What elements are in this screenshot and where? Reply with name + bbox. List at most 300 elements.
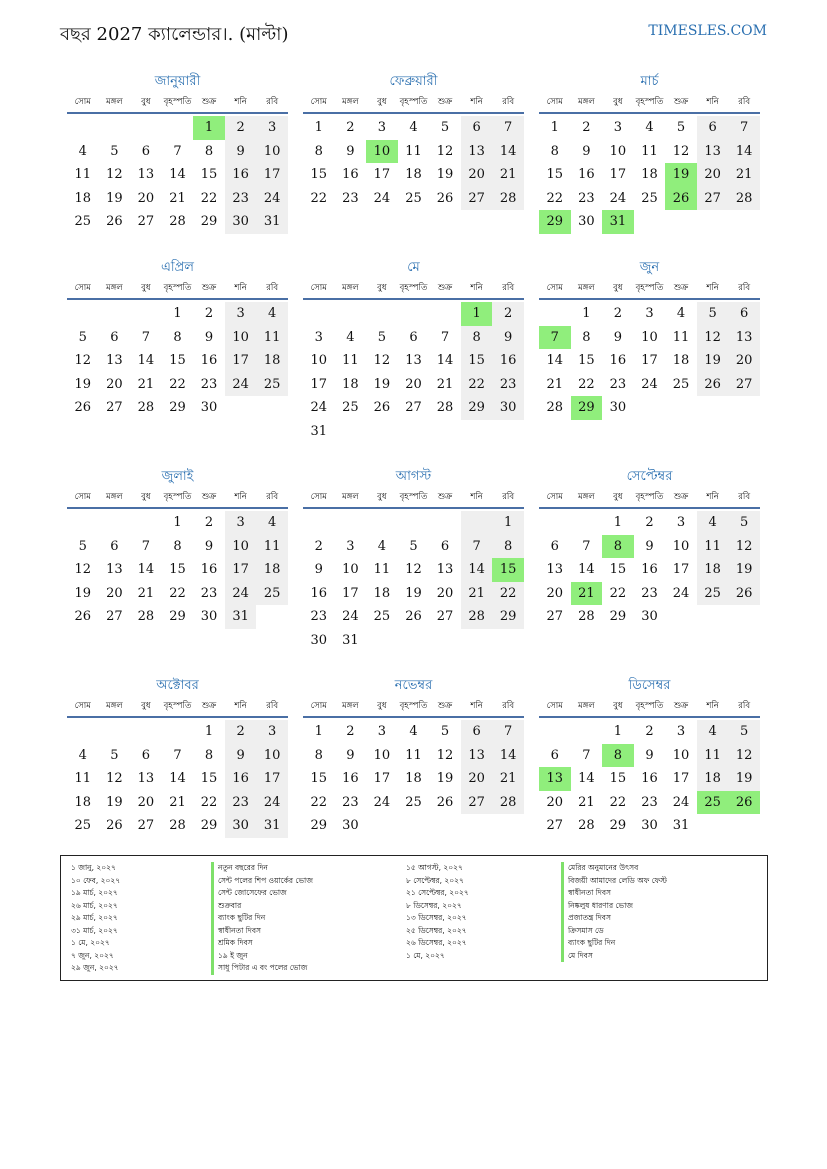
day-cell[interactable]: 26 [74, 609, 92, 625]
day-cell[interactable]: 22 [200, 794, 218, 810]
day-cell[interactable]: 24 [225, 373, 257, 397]
holiday-cell[interactable]: 29 [571, 396, 603, 420]
day-cell[interactable]: 6 [440, 538, 450, 554]
day-cell[interactable]: 13 [106, 562, 123, 578]
day-cell[interactable]: 5 [440, 120, 450, 135]
day-cell[interactable]: 3 [377, 120, 387, 135]
day-cell[interactable]: 15 [609, 771, 627, 787]
day-cell[interactable]: 23 [342, 794, 359, 810]
day-cell[interactable]: 26 [436, 190, 454, 206]
day-cell[interactable]: 14 [728, 140, 760, 164]
day-cell[interactable]: 26 [74, 400, 92, 416]
day-cell[interactable]: 10 [225, 535, 257, 559]
day-cell[interactable]: 24 [256, 187, 288, 211]
day-cell[interactable]: 4 [697, 511, 729, 535]
day-cell[interactable]: 14 [578, 771, 595, 787]
day-cell[interactable]: 7 [582, 747, 591, 763]
day-cell[interactable]: 20 [106, 585, 123, 601]
day-cell[interactable]: 11 [74, 771, 92, 787]
day-cell[interactable]: 16 [200, 353, 218, 369]
day-cell[interactable]: 29 [200, 818, 218, 834]
day-cell[interactable]: 3 [225, 302, 257, 326]
day-cell[interactable]: 14 [546, 353, 564, 369]
day-cell[interactable]: 16 [200, 562, 218, 578]
day-cell[interactable]: 11 [672, 329, 690, 345]
day-cell[interactable]: 19 [436, 167, 454, 183]
day-cell[interactable]: 22 [492, 582, 524, 606]
day-cell[interactable]: 25 [256, 373, 288, 397]
day-cell[interactable]: 2 [225, 116, 257, 140]
day-cell[interactable]: 10 [609, 143, 627, 159]
day-cell[interactable]: 13 [436, 562, 454, 578]
site-link[interactable]: TIMESLES.COM [648, 23, 767, 39]
day-cell[interactable]: 12 [436, 747, 454, 763]
day-cell[interactable]: 29 [609, 609, 627, 625]
day-cell[interactable]: 19 [697, 349, 729, 373]
day-cell[interactable]: 1 [613, 515, 623, 530]
day-cell[interactable]: 30 [641, 609, 658, 625]
day-cell[interactable]: 21 [137, 376, 155, 392]
day-cell[interactable]: 18 [373, 585, 391, 601]
day-cell[interactable]: 5 [728, 720, 760, 744]
day-cell[interactable]: 17 [342, 585, 359, 601]
day-cell[interactable]: 31 [310, 423, 328, 439]
day-cell[interactable]: 7 [492, 116, 524, 140]
day-cell[interactable]: 5 [110, 143, 119, 159]
day-cell[interactable]: 21 [546, 376, 564, 392]
holiday-cell[interactable]: 19 [665, 163, 697, 187]
day-cell[interactable]: 14 [137, 353, 155, 369]
day-cell[interactable]: 27 [137, 818, 155, 834]
day-cell[interactable]: 3 [346, 538, 355, 554]
day-cell[interactable]: 28 [461, 605, 493, 629]
day-cell[interactable]: 29 [169, 400, 186, 416]
day-cell[interactable]: 8 [173, 538, 182, 554]
day-cell[interactable]: 4 [256, 302, 288, 326]
day-cell[interactable]: 22 [578, 376, 595, 392]
holiday-cell[interactable]: 1 [193, 116, 225, 140]
day-cell[interactable]: 9 [346, 747, 355, 763]
day-cell[interactable]: 27 [106, 400, 123, 416]
day-cell[interactable]: 22 [609, 794, 627, 810]
day-cell[interactable]: 28 [492, 187, 524, 211]
day-cell[interactable]: 7 [461, 535, 493, 559]
day-cell[interactable]: 17 [225, 558, 257, 582]
day-cell[interactable]: 26 [405, 609, 422, 625]
holiday-cell[interactable]: 25 [697, 791, 729, 815]
day-cell[interactable]: 17 [256, 163, 288, 187]
day-cell[interactable]: 15 [609, 562, 627, 578]
day-cell[interactable]: 6 [141, 143, 151, 159]
day-cell[interactable]: 10 [225, 326, 257, 350]
day-cell[interactable]: 10 [672, 747, 690, 763]
day-cell[interactable]: 22 [200, 190, 218, 206]
day-cell[interactable]: 12 [728, 535, 760, 559]
day-cell[interactable]: 1 [550, 120, 559, 135]
day-cell[interactable]: 2 [645, 515, 654, 530]
day-cell[interactable]: 17 [225, 349, 257, 373]
day-cell[interactable]: 2 [346, 724, 355, 739]
day-cell[interactable]: 30 [641, 818, 658, 834]
day-cell[interactable]: 12 [74, 353, 92, 369]
day-cell[interactable]: 19 [405, 585, 422, 601]
day-cell[interactable]: 4 [346, 329, 355, 345]
day-cell[interactable]: 20 [405, 376, 422, 392]
day-cell[interactable]: 17 [373, 771, 391, 787]
day-cell[interactable]: 14 [169, 167, 186, 183]
day-cell[interactable]: 21 [492, 767, 524, 791]
day-cell[interactable]: 25 [672, 376, 690, 392]
day-cell[interactable]: 27 [137, 214, 155, 230]
day-cell[interactable]: 20 [137, 794, 155, 810]
day-cell[interactable]: 3 [256, 720, 288, 744]
day-cell[interactable]: 9 [492, 326, 524, 350]
day-cell[interactable]: 14 [436, 353, 454, 369]
holiday-cell[interactable]: 7 [539, 326, 571, 350]
day-cell[interactable]: 22 [609, 585, 627, 601]
day-cell[interactable]: 11 [641, 143, 658, 159]
day-cell[interactable]: 22 [169, 585, 186, 601]
day-cell[interactable]: 8 [204, 143, 214, 159]
day-cell[interactable]: 3 [613, 120, 623, 135]
day-cell[interactable]: 31 [342, 632, 359, 648]
day-cell[interactable]: 18 [74, 190, 92, 206]
day-cell[interactable]: 10 [256, 140, 288, 164]
day-cell[interactable]: 2 [314, 538, 323, 554]
day-cell[interactable]: 2 [582, 120, 591, 135]
day-cell[interactable]: 27 [405, 400, 422, 416]
day-cell[interactable]: 19 [74, 585, 92, 601]
day-cell[interactable]: 13 [137, 167, 155, 183]
day-cell[interactable]: 11 [342, 353, 359, 369]
day-cell[interactable]: 26 [106, 818, 123, 834]
day-cell[interactable]: 24 [609, 190, 627, 206]
day-cell[interactable]: 5 [78, 329, 87, 345]
day-cell[interactable]: 18 [697, 767, 729, 791]
day-cell[interactable]: 14 [492, 744, 524, 768]
day-cell[interactable]: 31 [225, 605, 257, 629]
day-cell[interactable]: 28 [728, 187, 760, 211]
day-cell[interactable]: 23 [609, 376, 627, 392]
day-cell[interactable]: 23 [578, 190, 595, 206]
day-cell[interactable]: 15 [310, 771, 328, 787]
day-cell[interactable]: 27 [546, 609, 564, 625]
day-cell[interactable]: 17 [672, 771, 690, 787]
day-cell[interactable]: 28 [436, 400, 454, 416]
day-cell[interactable]: 13 [697, 140, 729, 164]
day-cell[interactable]: 15 [169, 562, 186, 578]
day-cell[interactable]: 17 [256, 767, 288, 791]
day-cell[interactable]: 21 [137, 585, 155, 601]
day-cell[interactable]: 26 [436, 794, 454, 810]
day-cell[interactable]: 28 [137, 400, 155, 416]
day-cell[interactable]: 13 [137, 771, 155, 787]
day-cell[interactable]: 25 [74, 214, 92, 230]
day-cell[interactable]: 5 [440, 724, 450, 739]
day-cell[interactable]: 28 [169, 214, 186, 230]
day-cell[interactable]: 27 [461, 791, 493, 815]
day-cell[interactable]: 17 [641, 353, 658, 369]
day-cell[interactable]: 25 [74, 818, 92, 834]
day-cell[interactable]: 23 [641, 585, 658, 601]
day-cell[interactable]: 19 [106, 190, 123, 206]
day-cell[interactable]: 21 [169, 794, 186, 810]
day-cell[interactable]: 28 [578, 609, 595, 625]
day-cell[interactable]: 23 [641, 794, 658, 810]
day-cell[interactable]: 1 [204, 724, 214, 739]
day-cell[interactable]: 23 [225, 791, 257, 815]
day-cell[interactable]: 15 [200, 167, 218, 183]
day-cell[interactable]: 11 [405, 747, 422, 763]
day-cell[interactable]: 6 [728, 302, 760, 326]
day-cell[interactable]: 16 [342, 771, 359, 787]
day-cell[interactable]: 27 [728, 373, 760, 397]
day-cell[interactable]: 7 [141, 538, 151, 554]
day-cell[interactable]: 31 [256, 814, 288, 838]
day-cell[interactable]: 29 [492, 605, 524, 629]
day-cell[interactable]: 3 [377, 724, 387, 739]
day-cell[interactable]: 5 [728, 511, 760, 535]
day-cell[interactable]: 16 [342, 167, 359, 183]
day-cell[interactable]: 7 [492, 720, 524, 744]
day-cell[interactable]: 17 [609, 167, 627, 183]
day-cell[interactable]: 6 [409, 329, 418, 345]
day-cell[interactable]: 12 [728, 744, 760, 768]
day-cell[interactable]: 15 [169, 353, 186, 369]
day-cell[interactable]: 8 [582, 329, 591, 345]
day-cell[interactable]: 18 [342, 376, 359, 392]
day-cell[interactable]: 2 [346, 120, 355, 135]
day-cell[interactable]: 28 [137, 609, 155, 625]
day-cell[interactable]: 24 [310, 400, 328, 416]
day-cell[interactable]: 27 [461, 187, 493, 211]
day-cell[interactable]: 19 [373, 376, 391, 392]
day-cell[interactable]: 12 [74, 562, 92, 578]
day-cell[interactable]: 26 [697, 373, 729, 397]
day-cell[interactable]: 6 [461, 720, 493, 744]
day-cell[interactable]: 8 [204, 747, 214, 763]
day-cell[interactable]: 24 [342, 609, 359, 625]
day-cell[interactable]: 16 [225, 163, 257, 187]
day-cell[interactable]: 6 [550, 747, 559, 763]
day-cell[interactable]: 10 [342, 562, 359, 578]
day-cell[interactable]: 14 [461, 558, 493, 582]
day-cell[interactable]: 4 [377, 538, 387, 554]
day-cell[interactable]: 14 [169, 771, 186, 787]
day-cell[interactable]: 18 [405, 771, 422, 787]
day-cell[interactable]: 25 [342, 400, 359, 416]
day-cell[interactable]: 2 [225, 720, 257, 744]
day-cell[interactable]: 18 [405, 167, 422, 183]
day-cell[interactable]: 3 [645, 306, 654, 321]
day-cell[interactable]: 9 [645, 747, 654, 763]
day-cell[interactable]: 4 [256, 511, 288, 535]
day-cell[interactable]: 15 [461, 349, 493, 373]
day-cell[interactable]: 26 [373, 400, 391, 416]
day-cell[interactable]: 28 [578, 818, 595, 834]
day-cell[interactable]: 20 [137, 190, 155, 206]
day-cell[interactable]: 11 [74, 167, 92, 183]
day-cell[interactable]: 5 [78, 538, 87, 554]
day-cell[interactable]: 7 [173, 747, 182, 763]
day-cell[interactable]: 8 [173, 329, 182, 345]
holiday-cell[interactable]: 1 [461, 302, 493, 326]
day-cell[interactable]: 26 [728, 582, 760, 606]
day-cell[interactable]: 5 [110, 747, 119, 763]
day-cell[interactable]: 1 [314, 120, 323, 135]
day-cell[interactable]: 5 [377, 329, 387, 345]
day-cell[interactable]: 23 [492, 373, 524, 397]
day-cell[interactable]: 3 [314, 329, 323, 345]
holiday-cell[interactable]: 8 [602, 535, 634, 559]
day-cell[interactable]: 30 [492, 396, 524, 420]
day-cell[interactable]: 28 [546, 400, 564, 416]
day-cell[interactable]: 4 [645, 120, 654, 135]
holiday-cell[interactable]: 26 [728, 791, 760, 815]
day-cell[interactable]: 4 [78, 143, 87, 159]
holiday-cell[interactable]: 15 [492, 558, 524, 582]
holiday-cell[interactable]: 26 [665, 187, 697, 211]
day-cell[interactable]: 27 [697, 187, 729, 211]
day-cell[interactable]: 30 [200, 400, 218, 416]
day-cell[interactable]: 19 [106, 794, 123, 810]
day-cell[interactable]: 2 [613, 306, 623, 321]
day-cell[interactable]: 18 [256, 349, 288, 373]
day-cell[interactable]: 10 [641, 329, 658, 345]
day-cell[interactable]: 20 [461, 163, 493, 187]
day-cell[interactable]: 4 [78, 747, 87, 763]
day-cell[interactable]: 13 [106, 353, 123, 369]
day-cell[interactable]: 13 [461, 140, 493, 164]
day-cell[interactable]: 24 [225, 582, 257, 606]
day-cell[interactable]: 12 [106, 167, 123, 183]
day-cell[interactable]: 17 [373, 167, 391, 183]
day-cell[interactable]: 7 [728, 116, 760, 140]
day-cell[interactable]: 9 [613, 329, 623, 345]
day-cell[interactable]: 6 [110, 538, 119, 554]
day-cell[interactable]: 20 [461, 767, 493, 791]
day-cell[interactable]: 24 [373, 190, 391, 206]
day-cell[interactable]: 27 [106, 609, 123, 625]
day-cell[interactable]: 21 [578, 794, 595, 810]
holiday-cell[interactable]: 29 [539, 210, 571, 234]
day-cell[interactable]: 24 [672, 794, 690, 810]
day-cell[interactable]: 1 [314, 724, 323, 739]
day-cell[interactable]: 30 [225, 210, 257, 234]
day-cell[interactable]: 6 [697, 116, 729, 140]
day-cell[interactable]: 10 [373, 747, 391, 763]
day-cell[interactable]: 26 [106, 214, 123, 230]
day-cell[interactable]: 1 [173, 306, 182, 321]
day-cell[interactable]: 12 [697, 326, 729, 350]
day-cell[interactable]: 4 [697, 720, 729, 744]
day-cell[interactable]: 29 [169, 609, 186, 625]
day-cell[interactable]: 25 [405, 190, 422, 206]
day-cell[interactable]: 6 [550, 538, 559, 554]
day-cell[interactable]: 2 [204, 515, 214, 530]
day-cell[interactable]: 7 [582, 538, 591, 554]
day-cell[interactable]: 23 [342, 190, 359, 206]
day-cell[interactable]: 9 [582, 143, 591, 159]
day-cell[interactable]: 21 [492, 163, 524, 187]
day-cell[interactable]: 18 [697, 558, 729, 582]
day-cell[interactable]: 19 [728, 558, 760, 582]
day-cell[interactable]: 8 [550, 143, 559, 159]
day-cell[interactable]: 21 [728, 163, 760, 187]
holiday-cell[interactable]: 10 [366, 140, 398, 164]
day-cell[interactable]: 24 [672, 585, 690, 601]
day-cell[interactable]: 9 [204, 538, 214, 554]
day-cell[interactable]: 12 [106, 771, 123, 787]
day-cell[interactable]: 28 [169, 818, 186, 834]
day-cell[interactable]: 13 [405, 353, 422, 369]
day-cell[interactable]: 12 [672, 143, 690, 159]
day-cell[interactable]: 21 [436, 376, 454, 392]
day-cell[interactable]: 12 [373, 353, 391, 369]
day-cell[interactable]: 7 [440, 329, 450, 345]
day-cell[interactable]: 15 [200, 771, 218, 787]
day-cell[interactable]: 11 [256, 535, 288, 559]
day-cell[interactable]: 30 [609, 400, 627, 416]
day-cell[interactable]: 3 [225, 511, 257, 535]
day-cell[interactable]: 20 [546, 585, 564, 601]
day-cell[interactable]: 30 [225, 814, 257, 838]
day-cell[interactable]: 5 [409, 538, 418, 554]
day-cell[interactable]: 27 [546, 818, 564, 834]
day-cell[interactable]: 17 [672, 562, 690, 578]
day-cell[interactable]: 30 [310, 632, 328, 648]
day-cell[interactable]: 3 [256, 116, 288, 140]
day-cell[interactable]: 11 [256, 326, 288, 350]
day-cell[interactable]: 20 [546, 794, 564, 810]
day-cell[interactable]: 19 [436, 771, 454, 787]
day-cell[interactable]: 25 [256, 582, 288, 606]
day-cell[interactable]: 27 [436, 609, 454, 625]
day-cell[interactable]: 18 [74, 794, 92, 810]
holiday-cell[interactable]: 13 [539, 767, 571, 791]
day-cell[interactable]: 9 [645, 538, 654, 554]
day-cell[interactable]: 8 [314, 143, 323, 159]
day-cell[interactable]: 12 [405, 562, 422, 578]
day-cell[interactable]: 16 [609, 353, 627, 369]
day-cell[interactable]: 6 [110, 329, 119, 345]
day-cell[interactable]: 8 [461, 326, 493, 350]
day-cell[interactable]: 20 [436, 585, 454, 601]
day-cell[interactable]: 16 [310, 585, 328, 601]
day-cell[interactable]: 21 [169, 190, 186, 206]
day-cell[interactable]: 7 [141, 329, 151, 345]
day-cell[interactable]: 4 [409, 724, 418, 739]
day-cell[interactable]: 31 [672, 818, 690, 834]
day-cell[interactable]: 12 [436, 143, 454, 159]
day-cell[interactable]: 4 [676, 306, 686, 321]
day-cell[interactable]: 23 [200, 585, 218, 601]
day-cell[interactable]: 5 [697, 302, 729, 326]
day-cell[interactable]: 16 [578, 167, 595, 183]
day-cell[interactable]: 24 [641, 376, 658, 392]
day-cell[interactable]: 2 [492, 302, 524, 326]
day-cell[interactable]: 4 [409, 120, 418, 135]
day-cell[interactable]: 25 [373, 609, 391, 625]
day-cell[interactable]: 8 [492, 535, 524, 559]
day-cell[interactable]: 13 [461, 744, 493, 768]
day-cell[interactable]: 14 [492, 140, 524, 164]
day-cell[interactable]: 6 [461, 116, 493, 140]
day-cell[interactable]: 22 [310, 794, 328, 810]
day-cell[interactable]: 22 [310, 190, 328, 206]
day-cell[interactable]: 29 [609, 818, 627, 834]
day-cell[interactable]: 19 [74, 376, 92, 392]
